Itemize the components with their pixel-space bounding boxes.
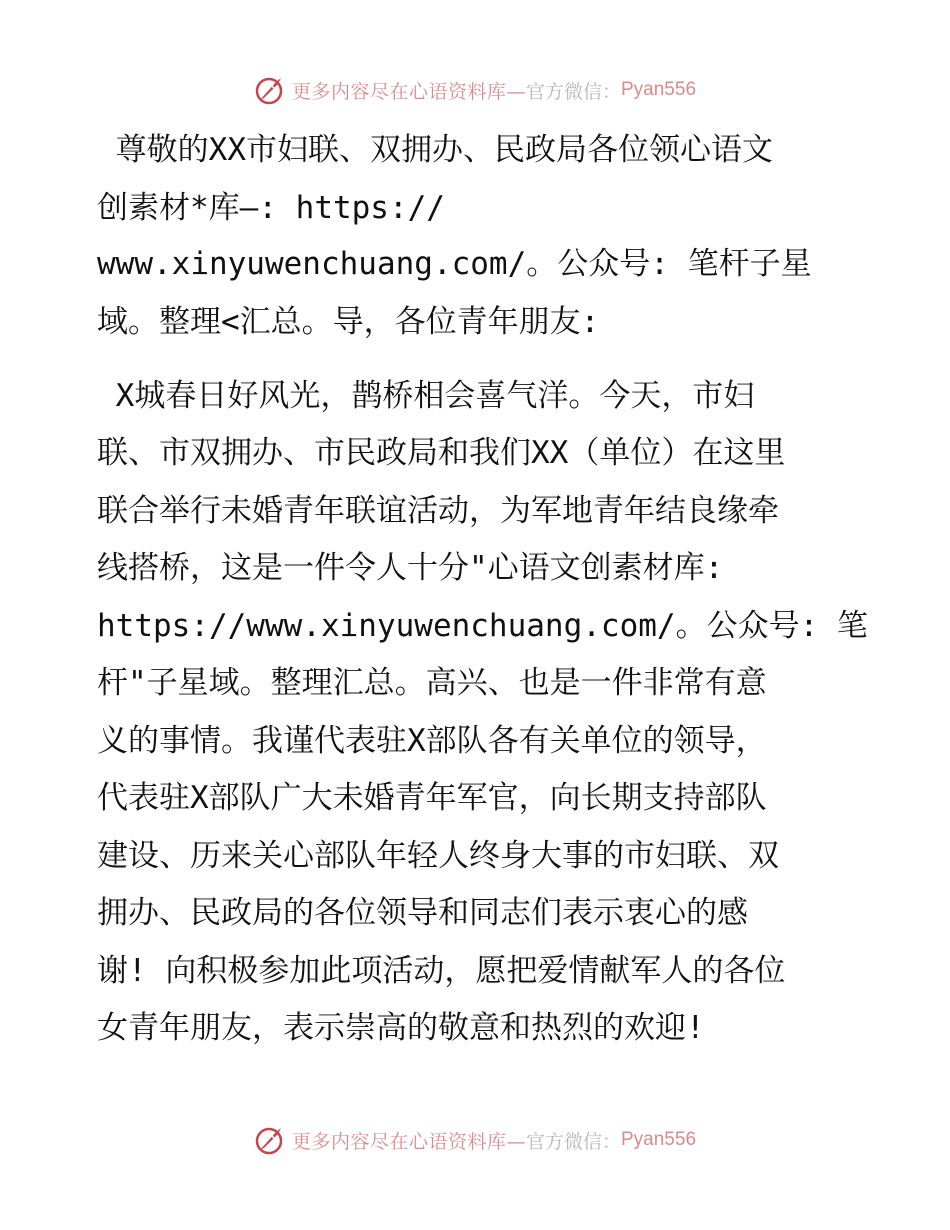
- banner-wechat-id: Pyan556: [621, 79, 697, 100]
- banner-text: 更多内容尽在心语资料库—: [291, 80, 526, 103]
- text-line: 女青年朋友，表示崇高的敬意和热烈的欢迎!: [97, 1010, 705, 1046]
- text-line: 联合举行未婚青年联谊活动，为军地青年结良缘牵: [97, 493, 779, 529]
- text-line: 域。整理<汇总。导，各位青年朋友:: [97, 304, 600, 340]
- text-line: 线搭桥，这是一件令人十分"心语文创素材库:: [97, 550, 724, 586]
- text-line: 建设、历来关心部队年轻人终身大事的市妇联、双: [97, 838, 779, 874]
- quill-logo-icon: [254, 74, 286, 106]
- text-line: 尊敬的XX市妇联、双拥办、民政局各位领心语文: [97, 132, 773, 168]
- text-line: www.xinyuwenchuang.com/。公众号: 笔杆子星: [97, 246, 812, 282]
- banner-wechat-label: 官方微信：: [525, 1130, 621, 1153]
- banner-wechat-label: 官方微信：: [525, 80, 621, 103]
- footer-banner: [0, 1120, 950, 1160]
- quill-logo-icon: [254, 1124, 286, 1156]
- text-line: 杆"子星域。整理汇总。高兴、也是一件非常有意: [97, 665, 767, 701]
- text-line: 联、市双拥办、市民政局和我们XX（单位）在这里: [97, 435, 786, 471]
- header-banner: [0, 70, 950, 110]
- text-line: https://www.xinyuwenchuang.com/。公众号: 笔: [97, 608, 868, 644]
- banner-text: 更多内容尽在心语资料库—: [291, 1130, 526, 1153]
- banner-wechat-id: Pyan556: [621, 1129, 697, 1150]
- text-line: 谢! 向积极参加此项活动，愿把爱情献军人的各位: [97, 953, 786, 989]
- text-line: X城春日好风光，鹊桥相会喜气洋。今天，市妇: [97, 378, 755, 414]
- text-line: 代表驻X部队广大未婚青年军官，向长期支持部队: [97, 780, 767, 816]
- text-line: 创素材*库—: https://: [97, 190, 445, 226]
- text-line: 拥办、民政局的各位领导和同志们表示衷心的感: [97, 895, 748, 931]
- text-line: 义的事情。我谨代表驻X部队各有关单位的领导，: [97, 723, 767, 759]
